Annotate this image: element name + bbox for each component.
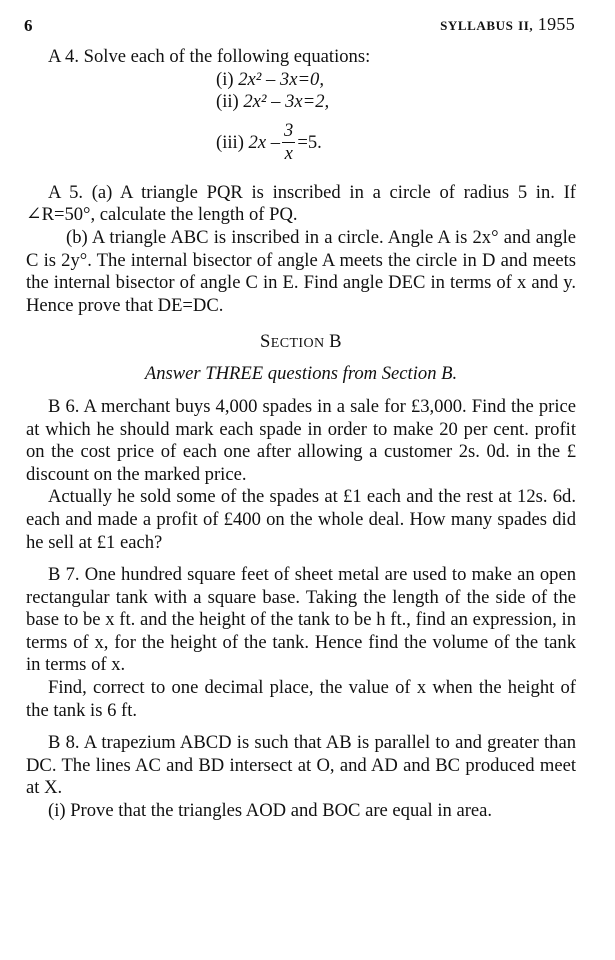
- equation-3-lhs: 2x –: [248, 131, 281, 153]
- question-a5-part-a: A 5. (a) A triangle PQR is inscribed in a circle of radius 5 in. If ∠R=50°, calculate the length of PQ.: [26, 181, 576, 226]
- running-head-year: 1955: [537, 14, 575, 34]
- question-b7: [26, 564, 576, 722]
- question-b7-para-1: B 7. One hundred square feet of sheet metal are used to make an open rectangular tank with a square base. Taking the length of the side of the base to be x ft. and the height of the tank to be h ft., find an expression, in terms of x, for the height of the tank. Hence find the volume of the tank in terms of x.: [26, 564, 576, 676]
- question-a5-part-b: (b) A triangle ABC is inscribed in a circle. Angle A is 2x° and angle C is 2y°. The internal bisector of angle A meets the circle in D and meets the internal bisector of angle C in E. Find angle DEC in terms of x and y. Hence prove that DE=DC.: [26, 226, 576, 316]
- equation-3-fraction: [282, 120, 295, 165]
- equation-2: [216, 91, 576, 114]
- equation-3-rhs: =5.: [297, 131, 322, 153]
- page-header: [24, 10, 575, 36]
- equation-list: [216, 69, 576, 172]
- equation-1-text: 2x² – 3x=0,: [238, 68, 324, 90]
- equation-3-label: (iii): [216, 131, 244, 153]
- section-b-heading: SECTION B: [260, 331, 342, 353]
- page-body: [26, 46, 576, 823]
- running-head-word: SYLLABUS: [440, 18, 514, 33]
- question-a4: [26, 46, 576, 172]
- question-b7-para-2: Find, correct to one decimal place, the value of x when the height of the tank is 6 ft.: [26, 677, 576, 721]
- question-b6: [26, 396, 576, 554]
- equation-1-label: (i): [216, 68, 234, 90]
- equation-2-text: 2x² – 3x=2,: [243, 91, 330, 113]
- question-b8-para-1: B 8. A trapezium ABCD is such that AB is parallel to and greater than DC. The lines AC and BD intersect at O, and AD and BC produced meet at X.: [26, 732, 576, 799]
- question-b8: [26, 732, 576, 822]
- equation-1: [216, 69, 576, 92]
- section-b-instruction: Answer THREE questions from Section B.: [144, 363, 458, 385]
- question-b6-para-2: Actually he sold some of the spades at £1 each and the rest at 12s. 6d. each and made a profit of £400 on the whole deal. How many spades did he sell at £1 each?: [26, 486, 576, 553]
- fraction-numerator: 3: [284, 120, 294, 142]
- question-a5: [26, 182, 576, 318]
- equation-3: [216, 114, 576, 172]
- question-b8-para-2: (i) Prove that the triangles AOD and BOC are equal in area.: [48, 800, 493, 822]
- equation-2-label: (ii): [216, 91, 239, 113]
- page-number: 6: [24, 16, 33, 35]
- running-head: [440, 14, 575, 35]
- fraction-denominator: x: [284, 143, 293, 165]
- running-head-numeral: II,: [518, 18, 534, 33]
- question-b6-para-1: B 6. A merchant buys 4,000 spades in a sale for £3,000. Find the price at which he should mark each spade in order to make 20 per cent. profit on the cost price of each one after allowing a customer 2s. 0d. in the £ discount on the marked price.: [26, 395, 576, 485]
- question-a4-intro: A 4. Solve each of the following equations:: [48, 46, 371, 67]
